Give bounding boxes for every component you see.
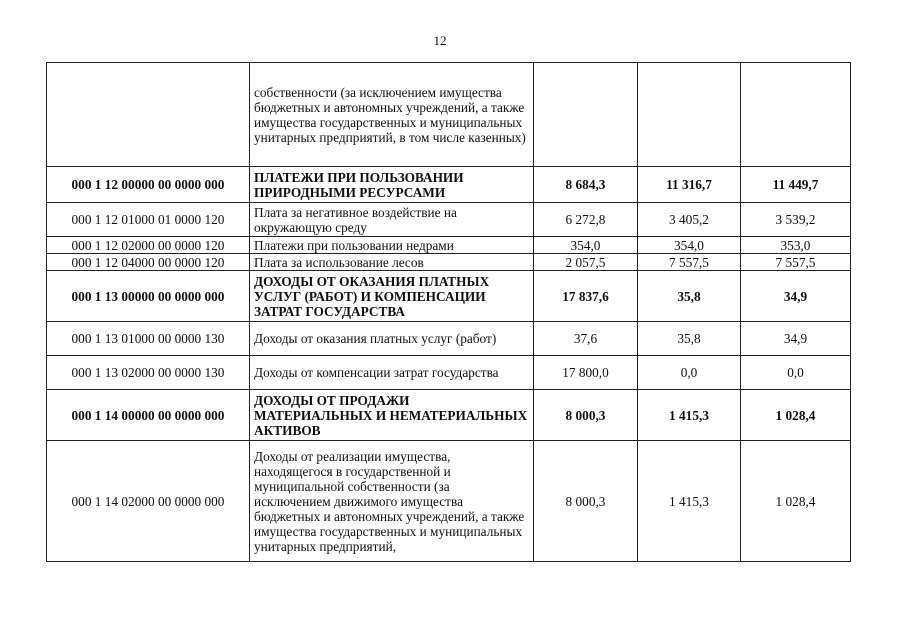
table-row: [47, 390, 851, 441]
table-row: [47, 203, 851, 237]
value-col-1: 17 837,6: [534, 271, 638, 322]
value-col-1: 8 000,3: [534, 441, 638, 562]
budget-code: 000 1 13 01000 00 0000 130: [47, 322, 250, 356]
row-description: Доходы от оказания платных услуг (работ): [250, 322, 534, 356]
value-col-2: 35,8: [638, 322, 741, 356]
value-col-3: 3 539,2: [741, 203, 851, 237]
value-col-1: 8 000,3: [534, 390, 638, 441]
value-col-2: 11 316,7: [638, 167, 741, 203]
table-row: [47, 167, 851, 203]
value-col-1: 354,0: [534, 237, 638, 254]
value-col-2: 0,0: [638, 356, 741, 390]
table-row: [47, 254, 851, 271]
page-number: 12: [433, 33, 447, 48]
table-row: [47, 271, 851, 322]
value-col-2: 354,0: [638, 237, 741, 254]
row-description: ДОХОДЫ ОТ ОКАЗАНИЯ ПЛАТНЫХ УСЛУГ (РАБОТ) И КОМПЕНСАЦИИ ЗАТРАТ ГОСУДАРСТВА: [250, 271, 534, 322]
table-row: [47, 63, 851, 167]
value-col-2: 1 415,3: [638, 441, 741, 562]
row-description: собственности (за исключением имущества бюджетных и автономных учреждений, а также имущества государственных и муниципальных унитарных предприятий, в том числе казенных): [250, 63, 534, 167]
value-col-3: 1 028,4: [741, 441, 851, 562]
row-description: Доходы от компенсации затрат государства: [250, 356, 534, 390]
value-col-3: 34,9: [741, 271, 851, 322]
value-col-2: 3 405,2: [638, 203, 741, 237]
value-col-1: 8 684,3: [534, 167, 638, 203]
budget-code: 000 1 12 00000 00 0000 000: [47, 167, 250, 203]
table-row: [47, 237, 851, 254]
value-col-3: 353,0: [741, 237, 851, 254]
row-description: Платежи при пользовании недрами: [250, 237, 534, 254]
value-col-2: 7 557,5: [638, 254, 741, 271]
value-col-2: 1 415,3: [638, 390, 741, 441]
budget-code: 000 1 12 01000 01 0000 120: [47, 203, 250, 237]
budget-code: 000 1 13 02000 00 0000 130: [47, 356, 250, 390]
value-col-1: 17 800,0: [534, 356, 638, 390]
table-row: [47, 441, 851, 562]
budget-code: 000 1 13 00000 00 0000 000: [47, 271, 250, 322]
budget-code: 000 1 14 02000 00 0000 000: [47, 441, 250, 562]
budget-revenue-table: [46, 62, 851, 562]
row-description: ДОХОДЫ ОТ ПРОДАЖИ МАТЕРИАЛЬНЫХ И НЕМАТЕРИАЛЬНЫХ АКТИВОВ: [250, 390, 534, 441]
value-col-1: 37,6: [534, 322, 638, 356]
budget-code: 000 1 12 02000 00 0000 120: [47, 237, 250, 254]
value-col-2: [638, 63, 741, 167]
budget-code: 000 1 14 00000 00 0000 000: [47, 390, 250, 441]
value-col-2: 35,8: [638, 271, 741, 322]
row-description: Доходы от реализации имущества, находящегося в государственной и муниципальной собственности (за исключением движимого имущества бюджетных и автономных учреждений, а также имущества государственных и муниципальных унитарных предприятий,: [250, 441, 534, 562]
value-col-1: 2 057,5: [534, 254, 638, 271]
value-col-1: 6 272,8: [534, 203, 638, 237]
table-row: [47, 322, 851, 356]
table-row: [47, 356, 851, 390]
value-col-3: 1 028,4: [741, 390, 851, 441]
budget-code: [47, 63, 250, 167]
row-description: Плата за негативное воздействие на окружающую среду: [250, 203, 534, 237]
budget-code: 000 1 12 04000 00 0000 120: [47, 254, 250, 271]
value-col-3: 7 557,5: [741, 254, 851, 271]
value-col-1: [534, 63, 638, 167]
row-description: Плата за использование лесов: [250, 254, 534, 271]
value-col-3: 0,0: [741, 356, 851, 390]
value-col-3: 34,9: [741, 322, 851, 356]
value-col-3: 11 449,7: [741, 167, 851, 203]
row-description: ПЛАТЕЖИ ПРИ ПОЛЬЗОВАНИИ ПРИРОДНЫМИ РЕСУРСАМИ: [250, 167, 534, 203]
value-col-3: [741, 63, 851, 167]
